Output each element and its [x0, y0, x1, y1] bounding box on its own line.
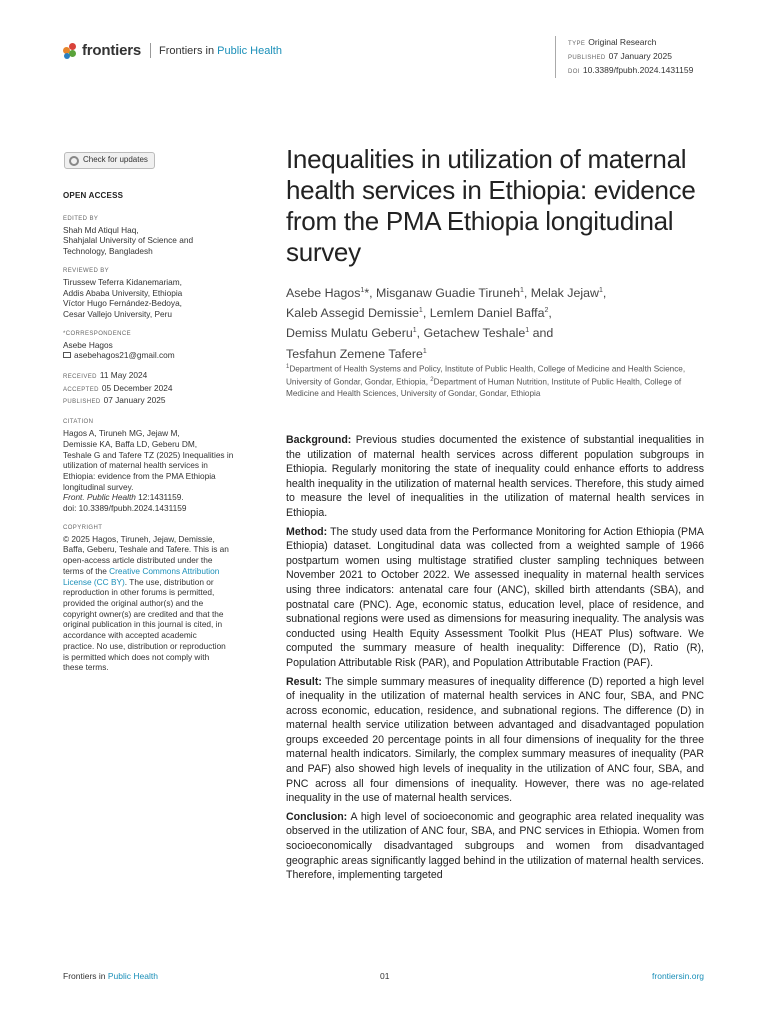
copyright-label: COPYRIGHT [63, 524, 103, 531]
journal-accent: Public Health [217, 44, 282, 57]
abstract-background: Background: Previous studies documented the existence of substantial inequalities in the utilization of maternal health services across different population subgroups in Ethiopia. Regularly monitoring the state of inequality could enhance efforts to address health inequality in the utilization of maternal health services. Therefore, this study aimed to measure the level of inequalities in the utilization of maternal health services in Ethiopia. [286, 434, 704, 519]
correspondence-email[interactable]: asebehagos21@gmail.com [63, 350, 243, 361]
correspondence: Asebe Hagos asebehagos21@gmail.com [63, 340, 243, 361]
journal-prefix: Frontiers in [159, 44, 218, 57]
footer-journal[interactable]: Frontiers in Public Health [63, 971, 158, 981]
frontiers-logo-icon [63, 43, 77, 59]
author[interactable]: Asebe Hagos$^1$*, [286, 286, 377, 301]
refresh-icon [69, 156, 79, 166]
reviewed-by-label: REVIEWED BY [63, 267, 110, 274]
affiliations: $^1$Department of Health Systems and Policy, Institute of Public Health, College of Medicine and Health Science, University of Gondar, Gondar, Ethiopia, $^2$Department of Human Nutrition, Institute of Public Health, College of Medicine and Health Sciences, University of Gondar, Gondar, Ethiopia [286, 364, 686, 399]
reviewed-by: Tirussew Teferra Kidanemariam, Addis Ababa University, Ethiopia Víctor Hugo Fernández-Bedoya, Cesar Vallejo University, Peru [63, 276, 183, 319]
citation: Hagos A, Tiruneh MG, Jejaw M, Demissie KA, Baffa LD, Geberu DM, Teshale G and Tafere TZ (2025) Inequalities in utilization of maternal health services in Ethiopia: evidence from the PMA Ethiopia longitudinal survey. Front. Public Health 12:1431159. doi: 10.3389/fpubh.2024.1431159 [63, 428, 243, 514]
frontiers-logo[interactable] [63, 42, 282, 59]
author-list [286, 282, 706, 363]
article-sidebar [63, 152, 243, 673]
page-header [63, 37, 705, 80]
author[interactable]: Melak Jejaw$^1$, [530, 286, 607, 301]
article-meta [555, 36, 693, 78]
copyright: © 2025 Hagos, Tiruneh, Jejaw, Demissie, Baffa, Geberu, Teshale and Tafere. This is an open-access article distributed under the terms of the Creative Commons Attribution License (CC BY). The use, distribution or reproduction in other forums is permitted, provided the original author(s) and the copyright owner(s) are credited and that the original publication in this journal is cited, in accordance with accepted academic practice. No use, distribution or reproduction is permitted which does not comply with these terms. [63, 533, 229, 673]
journal-name[interactable] [159, 45, 282, 57]
abstract-result: Result: The simple summary measures of inequality difference (D) reported a high level of inequality in the utilization of maternal health services in ANC four, SBA, and PNC across economic, education, residence, and subnational regions. The difference (D) in maternal health service utilization between advantaged and disadvantaged population groups exceeded 20 percentage points in all four dimensions of inequality for the three maternal health indicators. Similarly, the complex summary measures of inequality (PAR and PAF) also showed high levels of inequality in the utilization of ANC four, SBA, and PNC across all four dimensions of inequality. However, there was no age-related inequality in the use of maternal health services. [286, 675, 704, 805]
article-dates: RECEIVED 11 May 2024 ACCEPTED 05 December 2024 PUBLISHED 07 January 2025 [63, 370, 173, 406]
abstract-conclusion: Conclusion: A high level of socioeconomic and geographic area related inequality was observed in the utilization of ANC four, SBA, and PNC services in Ethiopia. Women from socioeconomically disadvantaged subgroups and women from disadvantaged geographic areas significantly lagged behind in the utilization of maternal health services. Therefore, implementing targeted [286, 810, 704, 882]
cc-license-link-cont[interactable]: License (CC BY) [63, 576, 125, 587]
header-divider [150, 43, 151, 58]
citation-doi[interactable]: doi: 10.3389/fpubh.2024.1431159 [63, 503, 187, 514]
cc-license-link[interactable]: Creative Commons Attribution [109, 565, 220, 576]
open-access-label: OPEN ACCESS [63, 191, 124, 200]
abstract-method: Method: The study used data from the Performance Monitoring for Action Ethiopia (PMA Ethiopia) dataset. Longitudinal data was collected from a weighted sample of 1966 postpartum women using multistage stratified cluster sampling techniques between November 2021 to October 2022. We assessed inequality in maternal health services using three indicators: antenatal care four (ANC), skilled birth attendants (SBA), and postnatal care (PNC). Age, economic status, education level, place of residence, and subnational regions were used as dimensions for measuring inequality. The analysis was conducted using Health Equity Assessment Toolkit Plus (HEAT Plus) software. We computed the summary measure of health inequality: Difference (D), Ratio (R), Population Attributable Risk (PAR), and Population Attributable Fraction (PAF). [286, 525, 704, 669]
article-title: Inequalities in utilization of maternal health services in Ethiopia: evidence from the PMA Ethiopia longitudinal survey [286, 144, 696, 267]
mail-icon [63, 352, 71, 358]
brand-name: frontiers [82, 42, 142, 59]
author[interactable]: Demiss Mulatu Geberu$^1$, [286, 326, 424, 341]
abstract [286, 433, 704, 887]
author[interactable]: Kaleb Assegid Demissie$^1$, [286, 306, 430, 321]
footer-site-link[interactable]: frontiersin.org [652, 971, 704, 981]
check-updates-label: Check for updates [83, 155, 148, 165]
edited-by-label: EDITED BY [63, 215, 99, 222]
citation-label: CITATION [63, 419, 94, 426]
author[interactable]: Tesfahun Zemene Tafere$^1$ [286, 346, 427, 361]
edited-by: Shah Md Atiqul Haq, Shahjalal University of Science and Technology, Bangladesh [63, 224, 194, 257]
correspondence-label: *CORRESPONDENCE [63, 330, 132, 337]
meta-published: PUBLISHED 07 January 2025 [568, 51, 672, 61]
meta-type: TYPE Original Research [568, 37, 657, 47]
author[interactable]: Misganaw Guadie Tiruneh$^1$, [376, 286, 531, 301]
author[interactable]: Lemlem Daniel Baffa$^2$, [429, 306, 552, 321]
page-number: 01 [380, 971, 390, 981]
check-updates-button[interactable] [64, 152, 155, 169]
author[interactable]: Getachew Teshale$^1$ and [423, 326, 554, 341]
doi-link[interactable]: 10.3389/fpubh.2024.1431159 [582, 65, 694, 75]
meta-doi: DOI 10.3389/fpubh.2024.1431159 [568, 65, 694, 75]
